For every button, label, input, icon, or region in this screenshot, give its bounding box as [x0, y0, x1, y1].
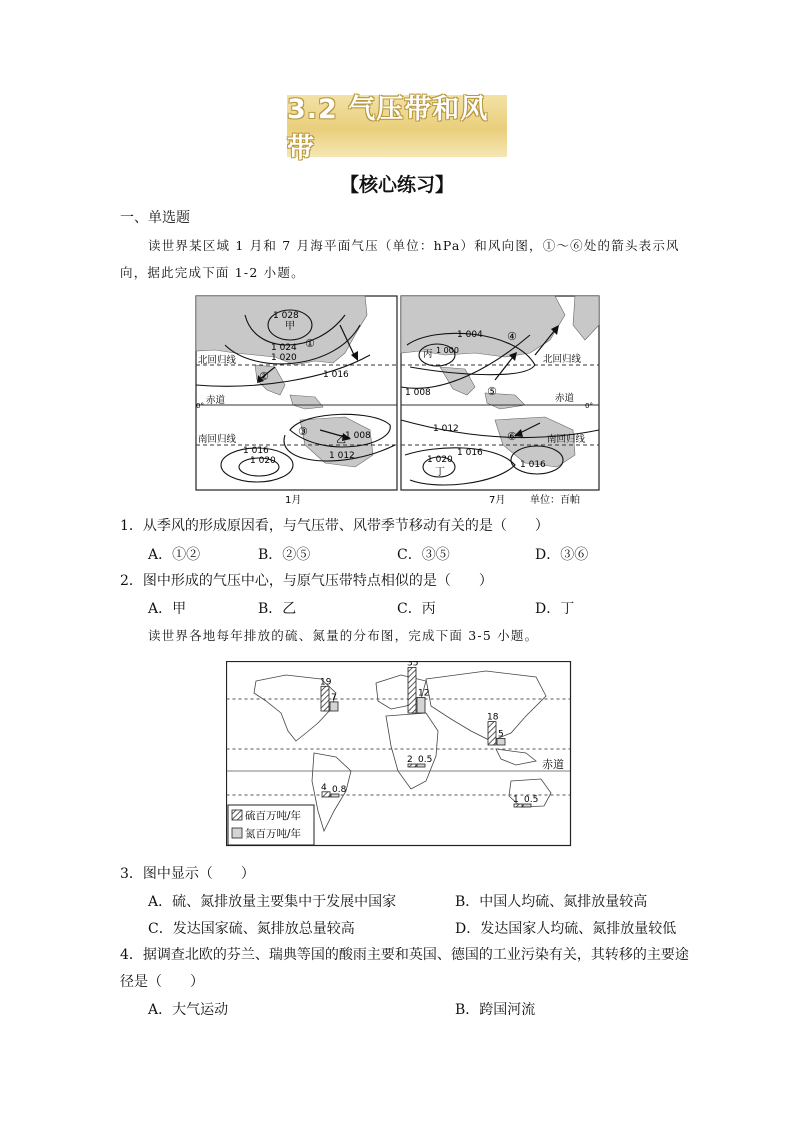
q4-stem-line2: 径是（ ）: [120, 974, 204, 990]
circle-3: ③: [298, 425, 308, 438]
q4-option-b[interactable]: B．跨国河流: [455, 1002, 536, 1018]
title-banner: [287, 94, 507, 164]
july-panel: [401, 296, 599, 490]
q2-option-a[interactable]: A．甲: [148, 601, 187, 617]
q3-stem: 3．图中显示（ ）: [120, 866, 255, 882]
part-title: 一、单选题: [120, 210, 190, 226]
nitrogen-bar-europe: [417, 697, 425, 713]
circle-1: ①: [305, 337, 315, 350]
label-1020-jan: 1 020: [271, 353, 297, 363]
label-1008-jan: 1 008: [345, 431, 371, 441]
q1-option-b[interactable]: B．②⑤: [258, 547, 311, 563]
label-zero-jul: 0°: [585, 402, 593, 410]
nitrogen-bar-north-america: [330, 702, 338, 711]
emission-map-figure: [226, 661, 572, 851]
label-jia: 甲: [285, 321, 295, 332]
q2-stem: 2．图中形成的气压中心，与原气压带特点相似的是（ ）: [120, 573, 493, 589]
q1-option-a[interactable]: A．①②: [148, 547, 201, 563]
caption-january: 1月: [285, 495, 302, 506]
label-yi: 乙: [336, 435, 346, 446]
q3-option-b[interactable]: B．中国人均硫、氮排放量较高: [455, 894, 648, 910]
label-ding: 丁: [435, 467, 445, 478]
intro2: 读世界各地每年排放的硫、氮量的分布图，完成下面 3-5 小题。: [148, 628, 539, 643]
emission-map-svg: [226, 661, 572, 847]
tropic-south-label-jan: 南回归线: [198, 434, 237, 445]
circle-4: ④: [507, 330, 517, 343]
label-1028: 1 028: [273, 311, 299, 321]
intro1-line1: 读世界某区域 1 月和 7 月海平面气压（单位：hPa）和风向图，①～⑥处的箭头表示风: [148, 238, 680, 253]
q1-option-d[interactable]: D．③⑥: [535, 547, 589, 563]
q3-option-c[interactable]: C．发达国家硫、氮排放总量较高: [148, 921, 355, 937]
q3-option-d[interactable]: D．发达国家人均硫、氮排放量较低: [455, 921, 677, 937]
sulfur-value-south-america: 4: [321, 782, 327, 793]
circle-6: ⑥: [507, 430, 517, 443]
label-1012-jan: 1 012: [329, 451, 355, 461]
nitrogen-value-south-america: 0.8: [332, 785, 347, 795]
q1-stem: 1．从季风的形成原因看，与气压带、风带季节移动有关的是（ ）: [120, 518, 549, 534]
q2-option-d[interactable]: D．丁: [535, 601, 575, 617]
nitrogen-value-europe: 12: [418, 688, 430, 699]
sulfur-bar-east-asia: [488, 722, 496, 745]
nitrogen-value-africa: 0.5: [418, 755, 433, 765]
section-heading: 【核心练习】: [339, 174, 454, 196]
label-1016-jan: 1 016: [323, 370, 349, 380]
pressure-wind-svg: [195, 295, 605, 511]
banner-title: 3.2 气压带和风带: [287, 94, 489, 164]
tropic-north-label-jul: 北回归线: [543, 354, 582, 365]
caption-july: 7月: [489, 495, 506, 506]
equator-label-jul: 赤道: [555, 393, 575, 404]
q2-option-b[interactable]: B．乙: [258, 601, 297, 617]
q4-option-a[interactable]: A．大气运动: [148, 1002, 229, 1018]
label-1016-aus: 1 016: [520, 460, 546, 470]
label-1016-jul: 1 016: [457, 448, 483, 458]
sulfur-value-north-america: 19: [320, 677, 332, 688]
label-1016-jan-south: 1 016: [243, 446, 269, 456]
label-zero-jan: 0°: [196, 402, 204, 410]
sulfur-value-oceania: 1: [513, 795, 519, 805]
unit-label: 单位：百帕: [530, 495, 580, 506]
sulfur-bar-north-america: [321, 686, 329, 711]
label-1004: 1 004: [457, 330, 483, 340]
nitrogen-value-east-asia: 5: [498, 729, 504, 740]
sulfur-value-europe: 35: [407, 661, 419, 669]
label-1020-jan-south: 1 020: [250, 456, 276, 466]
sulfur-value-east-asia: 18: [487, 712, 499, 723]
intro1-line2: 向，据此完成下面 1-2 小题。: [120, 265, 305, 280]
nitrogen-value-north-america: 7: [331, 692, 337, 703]
label-1012-jul: 1 012: [433, 424, 459, 434]
label-1000: 1 000: [436, 346, 459, 355]
legend-nitrogen-label: 氮百万吨/年: [245, 828, 302, 840]
tropic-south-label-jul: 南回归线: [547, 434, 586, 445]
legend-sulfur-swatch: [232, 810, 242, 820]
q4-stem-line1: 4．据调查北欧的芬兰、瑞典等国的酸雨主要和英国、德国的工业污染有关，其转移的主要途: [120, 947, 689, 963]
label-1020-jul: 1 020: [427, 455, 453, 465]
legend-sulfur-label: 硫百万吨/年: [245, 810, 302, 822]
pressure-wind-figure: [195, 295, 605, 515]
q1-option-c[interactable]: C．③⑤: [397, 547, 450, 563]
label-1008-jul: 1 008: [405, 388, 431, 398]
label-bing: 丙: [423, 349, 433, 360]
q3-option-a[interactable]: A．硫、氮排放量主要集中于发展中国家: [148, 894, 397, 910]
january-panel: [196, 296, 397, 490]
tropic-north-label-jan: 北回归线: [198, 355, 237, 366]
equator-label-jan: 赤道: [206, 395, 226, 406]
sulfur-value-africa: 2: [407, 755, 413, 765]
nitrogen-value-oceania: 0.5: [524, 795, 539, 805]
circle-5: ⑤: [487, 385, 497, 398]
label-1024: 1 024: [271, 343, 297, 353]
sulfur-bar-europe: [408, 668, 416, 714]
legend-nitrogen-swatch: [232, 828, 242, 838]
circle-2: ②: [259, 370, 269, 383]
q2-option-c[interactable]: C．丙: [397, 601, 436, 617]
equator-label-map: 赤道: [542, 758, 564, 771]
